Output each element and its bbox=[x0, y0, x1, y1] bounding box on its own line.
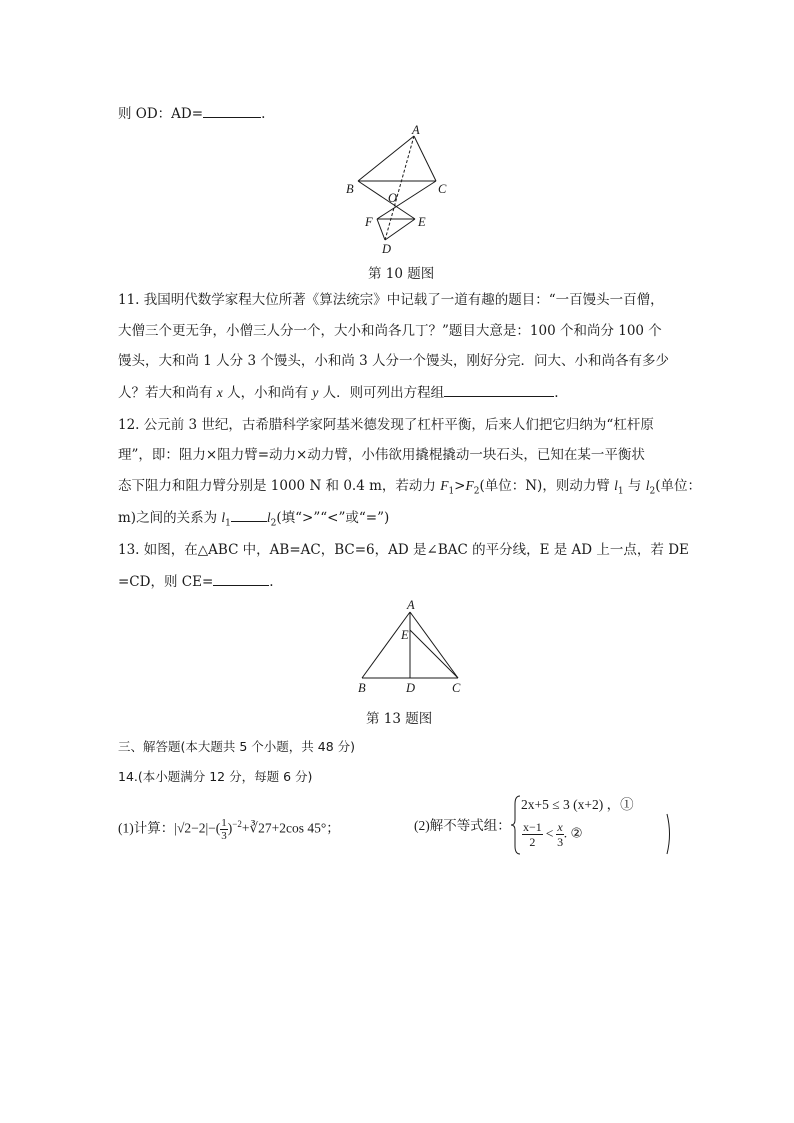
q10-figure-caption: 第 10 题图 bbox=[368, 266, 435, 282]
q14-part1-fraction bbox=[220, 817, 228, 842]
q14-ineq2-rden: 3 bbox=[557, 835, 564, 849]
q11-var-x: x bbox=[216, 385, 223, 400]
point-o-label: O bbox=[388, 191, 398, 205]
point-f-label: F bbox=[365, 215, 373, 229]
point-d-label: D bbox=[406, 681, 416, 695]
point-e-label: E bbox=[418, 215, 426, 229]
q14-ineq2-rel: < bbox=[545, 825, 554, 841]
edge-fd bbox=[377, 219, 385, 240]
q12-text-f: (填“>”“<”或“=”) bbox=[276, 510, 390, 526]
q13-figure-caption: 第 13 题图 bbox=[366, 711, 433, 727]
point-e-label: E bbox=[401, 628, 409, 642]
q13-period: . bbox=[269, 574, 274, 590]
q10-answer-blank[interactable] bbox=[203, 104, 261, 118]
point-a-label: A bbox=[412, 124, 420, 137]
q12-text-b: (单位：N)，则动力臂 bbox=[479, 478, 615, 494]
q13-figure bbox=[350, 598, 470, 696]
q14-ineq2-den: 2 bbox=[529, 835, 536, 849]
q14-ineq2-num: x−1 bbox=[523, 820, 542, 834]
q14-inequality-1: 2x+5 ≤ 3 (x+2) ，① bbox=[521, 797, 634, 812]
q10-answer-line bbox=[118, 104, 265, 123]
edge-ad bbox=[385, 136, 414, 240]
q12-f2-sub: 2 bbox=[473, 486, 480, 497]
q11-var-y: y bbox=[312, 385, 319, 400]
q10-tail-text: 则 OD：AD= bbox=[118, 106, 204, 122]
point-b-label: B bbox=[346, 182, 354, 196]
q12-l2-b: l bbox=[266, 510, 271, 525]
point-d-label: D bbox=[382, 242, 392, 256]
q12-line-3 bbox=[118, 477, 701, 501]
q12-l2-sub-b: 2 bbox=[270, 518, 277, 529]
q13-line-1: 13. 如图，在△ABC 中，AB=AC，BC=6，AD 是∠BAC 的平分线，E 是 AD 上一点，若 DE bbox=[118, 542, 689, 558]
q12-l1: l bbox=[614, 478, 618, 493]
q14-right-paren bbox=[664, 812, 674, 856]
q14-frac-num: 1 bbox=[221, 816, 227, 829]
q12-l1-sub-b: 1 bbox=[225, 518, 231, 529]
q14-part1-expr-c: +∛27+2cos 45°； bbox=[241, 820, 340, 836]
q12-f1: F bbox=[440, 478, 449, 493]
q11-line-3: 馒头，大和尚 1 人分 3 个馒头，小和尚 3 人分一个馒头，刚好分完．问大、小和尚各有多少 bbox=[118, 353, 670, 369]
q12-line-2: 理”，即：阻力×阻力臂=动力×动力臂，小伟欲用撬棍撬动一块石头，已知在某一平衡状 bbox=[118, 447, 645, 463]
q14-ineq2-left-fraction bbox=[522, 820, 543, 849]
q12-f1-sub: 1 bbox=[448, 486, 455, 497]
q11-period: . bbox=[554, 385, 559, 401]
point-b-label: B bbox=[358, 681, 366, 695]
edge-ec bbox=[410, 630, 458, 678]
point-c-label: C bbox=[438, 182, 447, 196]
q13-line-2 bbox=[118, 572, 274, 591]
edge-ab bbox=[358, 136, 414, 181]
q14-part1-expr-a: |√2−2|−( bbox=[174, 820, 221, 836]
q14-part1-exp: −2 bbox=[232, 819, 242, 829]
q12-l1-b: l bbox=[221, 510, 226, 525]
q13-answer-blank[interactable] bbox=[213, 572, 269, 586]
point-c-label: C bbox=[452, 681, 461, 695]
q14-part1-label: (1)计算： bbox=[118, 820, 175, 836]
q12-text-e: m)之间的关系为 bbox=[118, 510, 222, 526]
q10-period: . bbox=[261, 106, 266, 122]
q11-text-c: 人．则可列出方程组 bbox=[318, 385, 445, 401]
q12-text-c: 与 bbox=[623, 478, 646, 494]
edge-ed bbox=[385, 219, 415, 240]
q11-line-2: 大僧三个更无争，小僧三人分一个，大小和尚各几丁？”题目大意是：100 个和尚分 100 个 bbox=[118, 323, 662, 339]
q10-figure bbox=[340, 124, 460, 256]
q14-ineq2-end: . ② bbox=[563, 825, 583, 841]
q12-text-a: 态下阻力和阻力臂分别是 1000 N 和 0.4 m，若动力 bbox=[118, 478, 441, 494]
q14-frac-den: 3 bbox=[221, 829, 227, 842]
edge-ac bbox=[410, 612, 458, 678]
q14-heading: 14.(本小题满分 12 分，每题 6 分) bbox=[118, 769, 313, 784]
q11-text-b: 人，小和尚有 bbox=[222, 385, 313, 401]
q12-line-4 bbox=[118, 508, 389, 533]
q14-part1 bbox=[118, 815, 340, 842]
q12-line-1: 12. 公元前 3 世纪，古希腊科学家阿基米德发现了杠杆平衡，后来人们把它归纳为“杠杆原 bbox=[118, 417, 654, 433]
q12-gt: > bbox=[454, 478, 466, 494]
q12-f2: F bbox=[465, 478, 474, 493]
edge-ac bbox=[414, 136, 436, 181]
q12-text-d: (单位： bbox=[655, 478, 701, 494]
q11-line-4 bbox=[118, 383, 558, 402]
edge-ab bbox=[362, 612, 410, 678]
q14-inequality-2 bbox=[522, 820, 583, 849]
section-3-heading: 三、解答题(本大题共 5 个小题，共 48 分) bbox=[118, 739, 356, 754]
q12-l1-sub: 1 bbox=[617, 486, 624, 497]
q12-answer-blank[interactable] bbox=[231, 508, 267, 522]
q11-answer-blank[interactable] bbox=[444, 383, 554, 397]
q14-ineq2-right-fraction bbox=[556, 820, 563, 849]
q14-ineq2-rnum: x bbox=[557, 820, 563, 834]
q12-l2: l bbox=[645, 478, 650, 493]
q14-part1-expr-b: ) bbox=[227, 820, 233, 836]
q13-text-a: =CD，则 CE= bbox=[118, 574, 214, 590]
q11-line-1: 11. 我国明代数学家程大位所著《算法统宗》中记载了一道有趣的题目：“一百馒头一百僧， bbox=[118, 292, 664, 308]
q12-l2-sub: 2 bbox=[649, 486, 656, 497]
q11-text-a: 人？若大和尚有 bbox=[118, 385, 217, 401]
point-a-label: A bbox=[407, 598, 415, 612]
q14-part2-label: (2)解不等式组： bbox=[414, 818, 511, 833]
